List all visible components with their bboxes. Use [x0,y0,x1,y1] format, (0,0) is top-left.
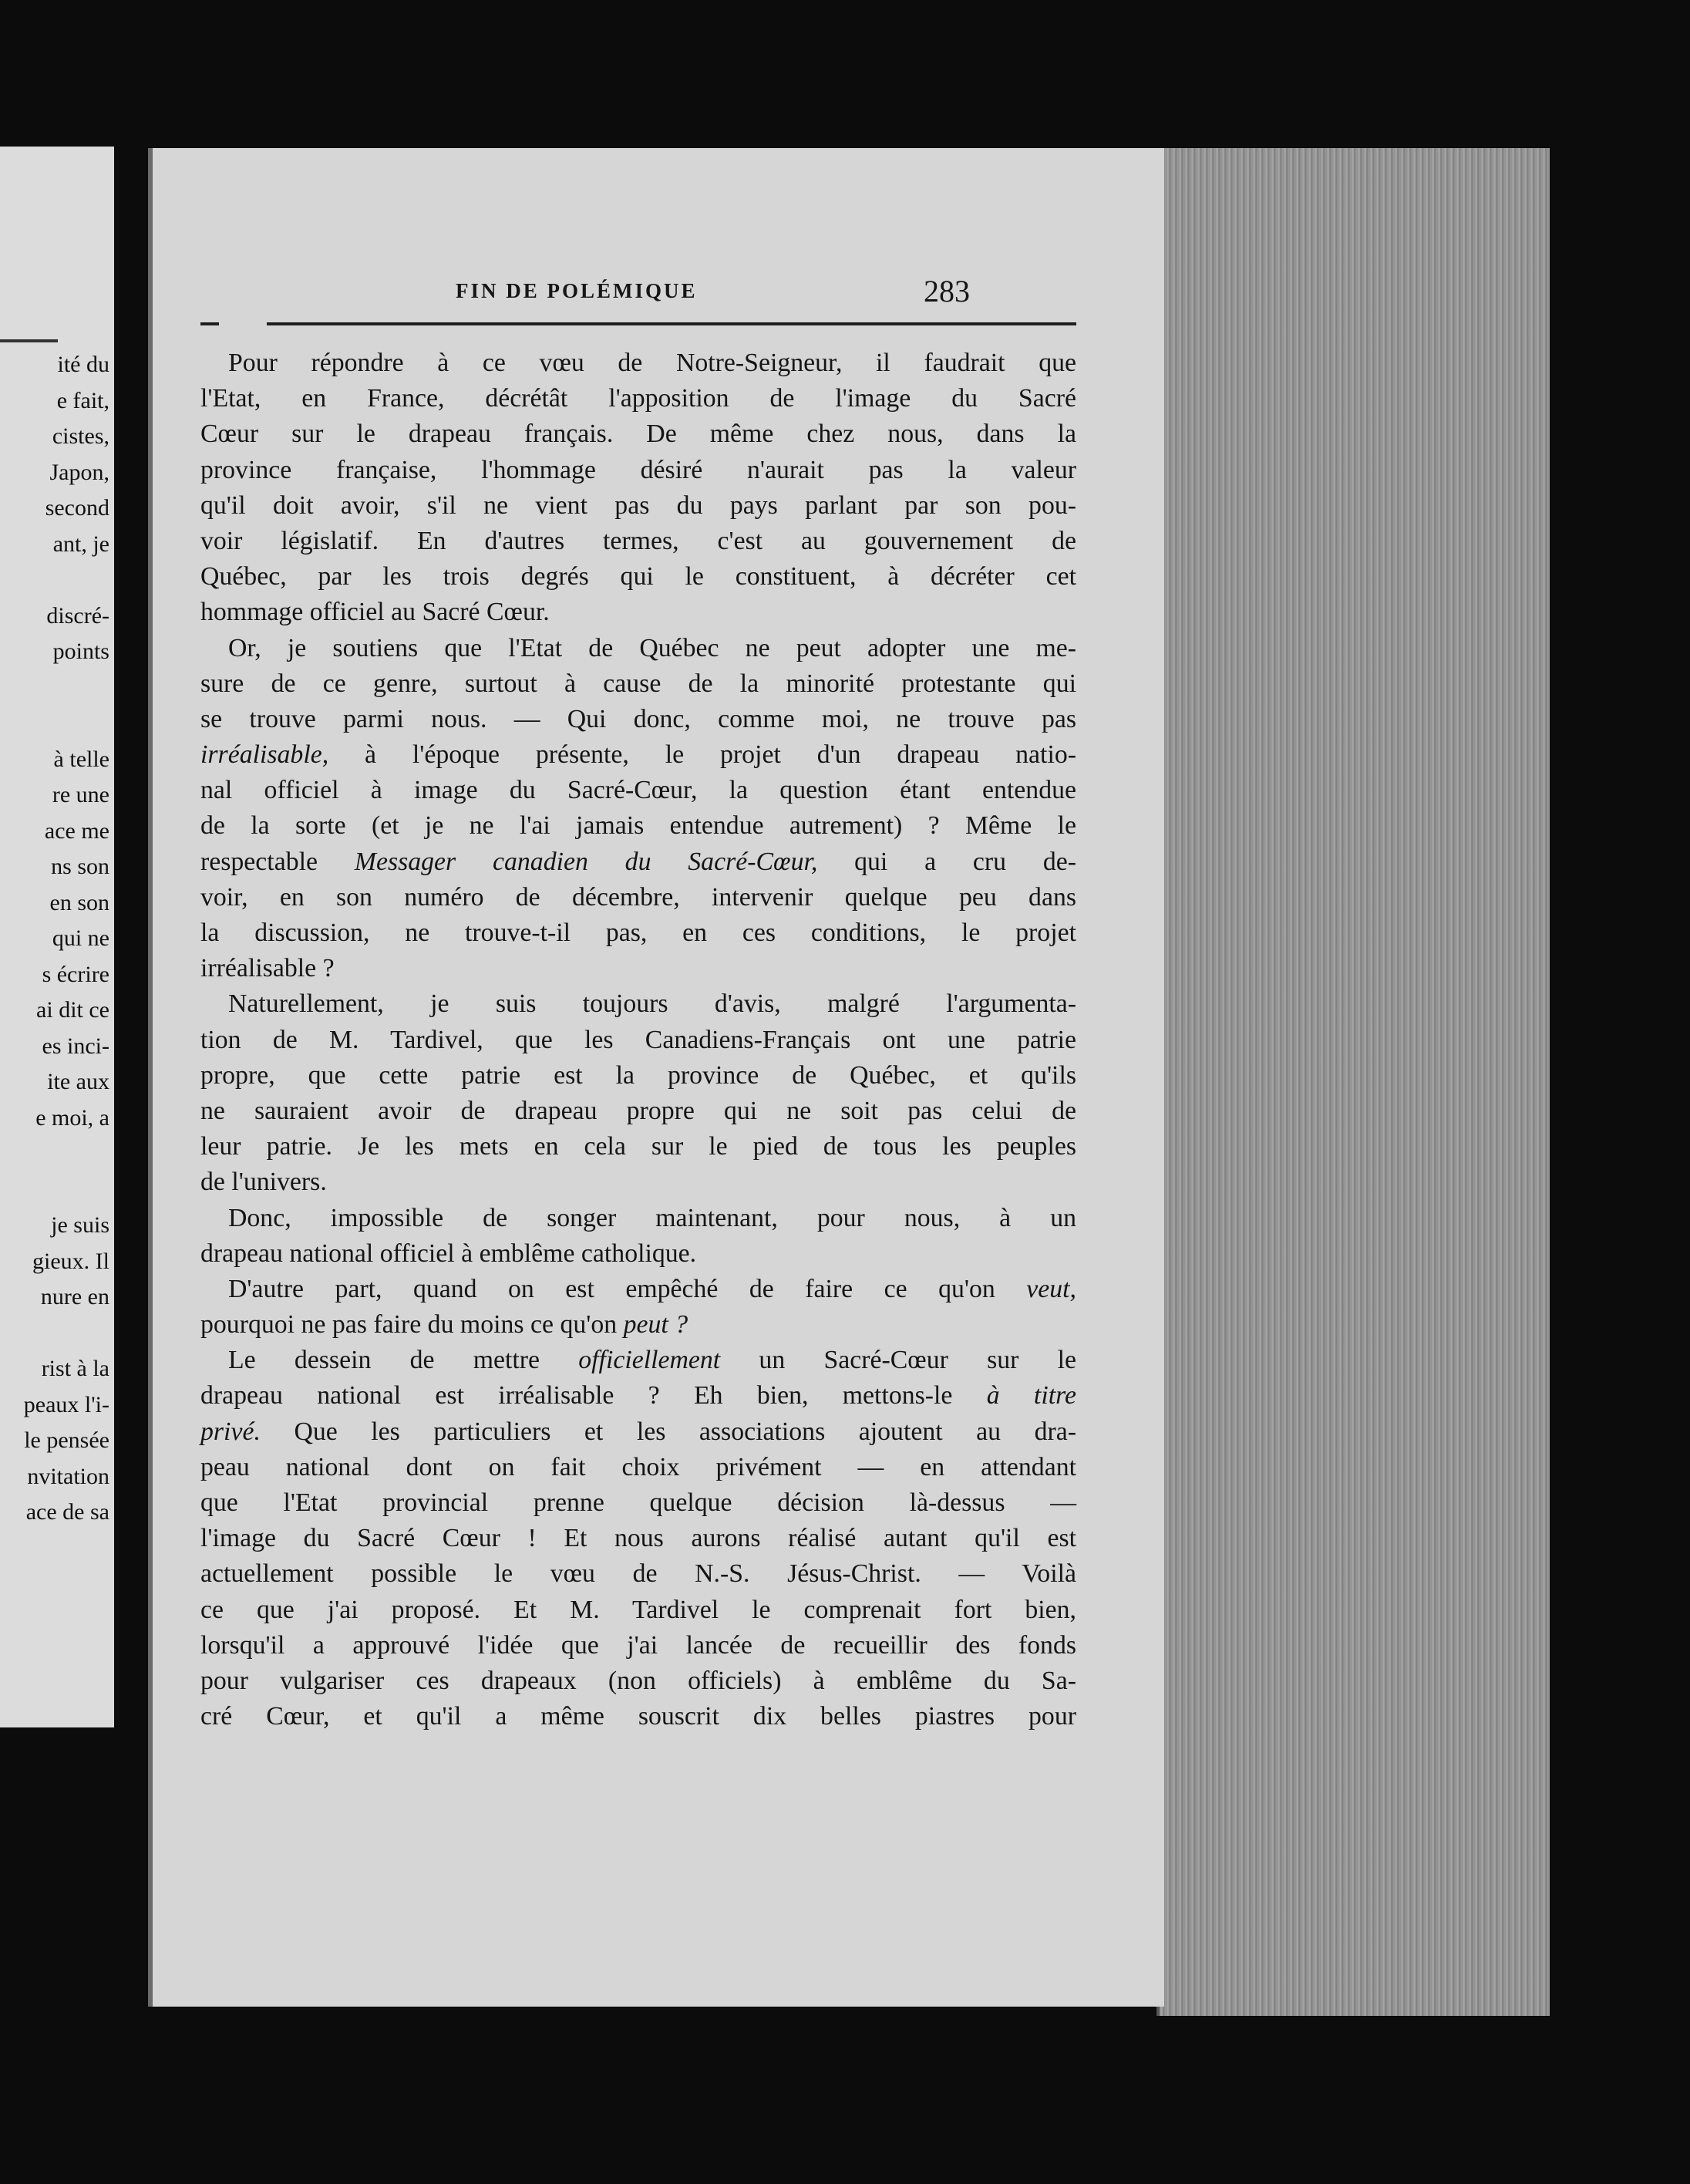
text-segment: l'Etat, en France, décrétât l'apposition de l'image du Sacré [200,384,1076,413]
text-segment: actuellement possible le vœu de N.-S. Jésus-Christ. — Voilà [200,1559,1076,1589]
left-page-line: Japon, [49,459,109,485]
text-line [200,631,1076,666]
text-line [200,1663,1076,1699]
text-segment: se trouve parmi nous. — Qui donc, comme moi, ne trouve pas [200,704,1076,733]
text-segment: à l'époque présente, le projet d'un drapeau natio- [328,740,1076,770]
left-page-line: points [52,639,109,664]
text-line [200,595,1076,630]
text-segment: Donc, impossible de songer maintenant, pour nous, à un [228,1203,1076,1232]
text-line [200,488,1076,524]
text-line [200,1236,1076,1272]
text-line [200,1378,1076,1414]
text-segment: province française, l'hommage désiré n'aurait pas la valeur [200,455,1076,484]
left-page-line: discré- [46,602,109,629]
left-page-line: peaux l'i- [23,1391,109,1417]
italic-text: peut ? [623,1310,688,1340]
text-line [200,1272,1076,1307]
text-line [200,880,1076,915]
body-text [200,345,1076,1734]
text-line [200,808,1076,844]
text-segment: lorsqu'il a approuvé l'idée que j'ai lancée de recueillir des fonds [200,1630,1076,1660]
text-line [200,1556,1076,1592]
text-segment: un Sacré-Cœur sur le [720,1346,1076,1375]
text-line [200,1414,1076,1450]
text-line [200,986,1076,1022]
text-segment: hommage officiel au Sacré Cœur. [200,598,550,627]
left-page-line: en son [49,889,109,915]
header-rule [267,322,1076,325]
text-line [200,737,1076,773]
text-line [200,1129,1076,1164]
text-line [200,1521,1076,1556]
text-line [200,1201,1076,1236]
left-page-line: nvitation [27,1463,109,1489]
text-line [200,559,1076,595]
text-line [200,1164,1076,1200]
left-page-line: ai dit ce [36,997,109,1023]
left-page-line: ant, je [52,531,109,557]
italic-text: à titre [986,1381,1077,1410]
text-segment: propre, que cette patrie est la province de Québec, et qu'ils [200,1060,1076,1090]
text-segment: l'image du Sacré Cœur ! Et nous aurons réalisé autant qu'il est [200,1524,1076,1553]
text-segment: voir législatif. En d'autres termes, c'est au gouvernement de [200,526,1076,555]
text-segment: drapeau national est irréalisable ? Eh bien, mettons-le [200,1381,987,1410]
text-segment: que l'Etat provincial prenne quelque décision là-dessus — [200,1488,1076,1517]
text-segment: Naturellement, je suis toujours d'avis, malgré l'argumenta- [228,989,1076,1019]
page-number: 283 [924,274,970,308]
text-line [200,702,1076,737]
text-segment: de la sorte (et je ne l'ai jamais entendue autrement) ? Même le [200,811,1076,841]
text-line [200,915,1076,951]
left-page-line: ité du [57,352,109,377]
text-line [200,1307,1076,1343]
left-page-line: qui ne [52,925,109,951]
text-line [200,381,1076,416]
left-page-line: cistes, [52,423,109,449]
left-page-line: à telle [53,746,109,772]
italic-text: privé. [200,1417,261,1446]
book-page-edges [1156,148,1550,2016]
left-page-line: je suis [51,1212,109,1238]
left-page-line: ace de sa [25,1499,109,1525]
left-page-line: second [45,495,109,521]
left-page-line: ns son [51,854,109,879]
text-segment: pourquoi ne pas faire du moins ce qu'on [200,1310,624,1340]
running-title: FIN DE POLÉMIQUE [456,279,698,302]
left-page-line: e moi, a [35,1104,109,1131]
text-segment: tion de M. Tardivel, que les Canadiens-Français ont une patrie [200,1025,1076,1054]
text-line [200,1094,1076,1129]
text-segment: qui a cru de- [817,847,1077,876]
left-page-line: rist à la [41,1356,109,1381]
text-line [200,453,1076,488]
text-segment: qu'il doit avoir, s'il ne vient pas du pays parlant par son pou- [200,490,1076,520]
text-line [200,666,1076,702]
book-page [148,148,1164,2007]
text-segment: la discussion, ne trouve-t-il pas, en ces conditions, le projet [200,918,1076,947]
left-page-line: le pensée [24,1427,109,1453]
italic-text: Messager canadien du Sacré-Cœur, [354,847,818,876]
page-header [153,274,1164,325]
text-segment: ne sauraient avoir de drapeau propre qui ne soit pas celui de [200,1096,1076,1125]
text-segment: Québec, par les trois degrés qui le constituent, à décréter cet [200,562,1076,592]
text-segment: ce que j'ai proposé. Et M. Tardivel le comprenait fort bien, [200,1595,1076,1624]
text-line [200,1628,1076,1663]
left-page-line: e fait, [56,387,109,413]
text-line [200,345,1076,381]
text-segment: voir, en son numéro de décembre, intervenir quelque peu dans [200,882,1076,912]
text-segment: nal officiel à image du Sacré-Cœur, la question étant entendue [200,776,1076,805]
text-line [200,524,1076,559]
text-segment: Que les particuliers et les associations ajoutent au dra- [260,1417,1076,1446]
text-segment: drapeau national officiel à emblême catholique. [200,1239,697,1268]
text-line [200,1485,1076,1521]
text-segment: Cœur sur le drapeau français. De même chez nous, dans la [200,420,1076,449]
text-line [200,1058,1076,1094]
italic-text: irréalisable, [200,740,329,770]
text-line [200,1699,1076,1734]
text-line [200,1343,1076,1378]
text-line [200,1023,1076,1058]
left-page-line: re une [52,782,109,807]
left-page-line: ace me [44,817,109,844]
text-segment: Or, je soutiens que l'Etat de Québec ne peut adopter une me- [228,633,1076,662]
text-segment: sure de ce genre, surtout à cause de la minorité protestante qui [200,669,1076,698]
text-line [200,844,1076,880]
text-segment: de l'univers. [200,1168,327,1197]
text-segment: pour vulgariser ces drapeaux (non officiels) à emblême du Sa- [200,1666,1076,1695]
text-segment: peau national dont on fait choix privément — en attendant [200,1452,1076,1481]
left-page-rule [0,339,58,342]
text-line [200,773,1076,808]
text-segment: D'autre part, quand on est empêché de faire ce qu'on [228,1274,1027,1303]
text-segment: cré Cœur, et qu'il a même souscrit dix belles piastres pour [200,1702,1076,1731]
header-dash [200,322,219,325]
left-page-line: ite aux [47,1069,109,1094]
left-page-fragment [0,147,114,1727]
italic-text: veut, [1026,1274,1076,1303]
text-line [200,416,1076,452]
text-line [200,951,1076,986]
left-page-line: s écrire [42,961,109,987]
text-segment: leur patrie. Je les mets en cela sur le pied de tous les peuples [200,1132,1076,1161]
text-line [200,1450,1076,1485]
text-segment: respectable [200,847,355,876]
left-page-line: es inci- [42,1033,109,1059]
text-segment: Pour répondre à ce vœu de Notre-Seigneur, il faudrait que [228,349,1076,377]
text-line [200,1592,1076,1628]
italic-text: officiellement [578,1346,721,1375]
left-page-line: gieux. Il [32,1248,109,1274]
text-segment: Le dessein de mettre [228,1346,579,1375]
left-page-line: nure en [40,1284,109,1309]
text-segment: irréalisable ? [200,954,335,983]
